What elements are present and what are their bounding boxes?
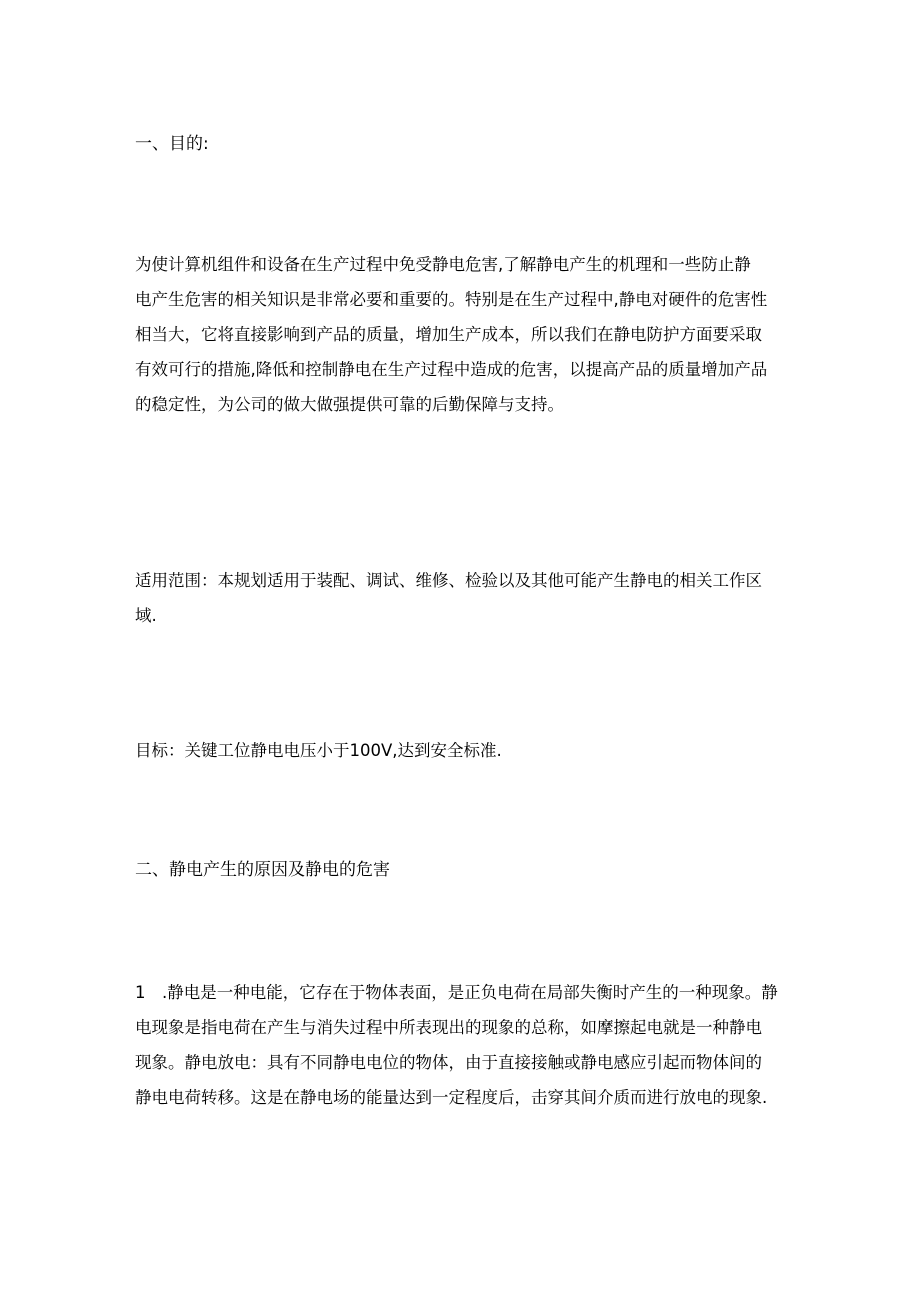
purpose-line: 电产生危害的相关知识是非常必要和重要的。特别是在生产过程中,静电对硬件的危害性 [135,290,768,309]
item-1-paragraph [135,975,795,1115]
purpose-line: 为使计算机组件和设备在生产过程中免受静电危害,了解静电产生的机理和一些防止静 [135,255,751,274]
item-1-line: 电现象是指电荷在产生与消失过程中所表现出的现象的总称，如摩擦起电就是一种静电 [135,1018,762,1037]
section-1-heading-text: 一、目的: [135,134,209,154]
item-1-line: 1 .静电是一种电能，它存在于物体表面，是正负电荷在局部失衡时产生的一种现象。静 [135,983,778,1002]
item-1-line: 现象。静电放电：具有不同静电电位的物体，由于直接接触或静电感应引起而物体间的 [135,1053,762,1072]
purpose-line: 的稳定性，为公司的做大做强提供可靠的后勤保障与支持。 [135,395,564,414]
section-2-heading [135,853,795,888]
scope-line: 适用范围：本规划适用于装配、调试、维修、检验以及其他可能产生静电的相关工作区 [135,571,762,590]
section-1-heading [135,127,795,162]
section-2-heading-text: 二、静电产生的原因及静电的危害 [135,860,390,880]
scope-paragraph [135,563,795,633]
scope-line: 域. [135,606,157,625]
purpose-paragraph [135,247,795,422]
purpose-line: 有效可行的措施,降低和控制静电在生产过程中造成的危害，以提高产品的质量增加产品 [135,360,768,379]
purpose-line: 相当大，它将直接影响到产品的质量，增加生产成本，所以我们在静电防护方面要采取 [135,325,762,344]
target-paragraph [135,733,795,768]
target-line: 目标：关键工位静电电压小于100V,达到安全标准. [135,741,502,760]
item-1-line: 静电电荷转移。这是在静电场的能量达到一定程度后，击穿其间介质而进行放电的现象. [135,1088,768,1107]
